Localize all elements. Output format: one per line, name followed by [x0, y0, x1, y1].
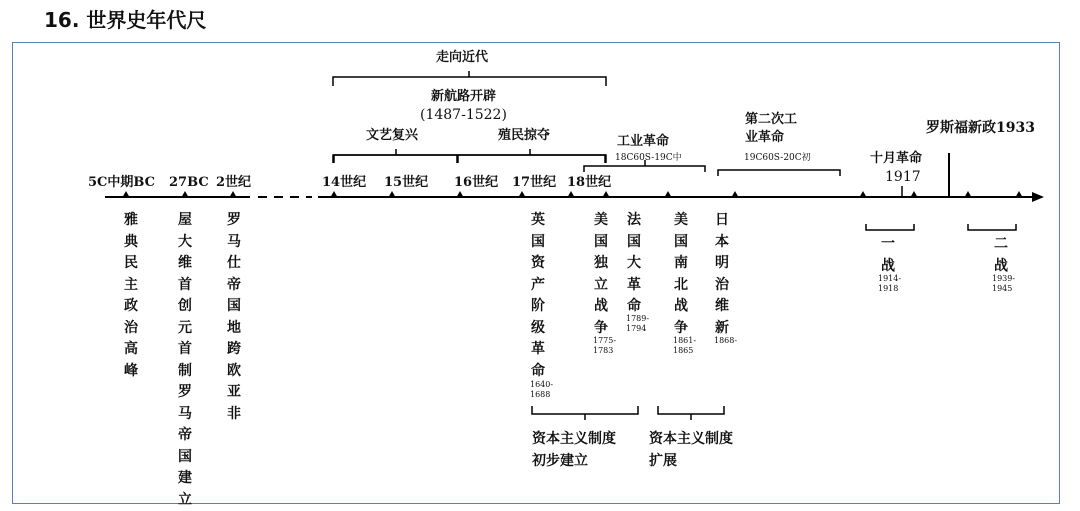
tick-marker [910, 191, 918, 198]
tick-label: 14世纪 [322, 175, 367, 190]
bracket-routes [333, 155, 606, 163]
bracket-cap2 [658, 406, 724, 420]
label-renaissance: 文艺复兴 [366, 128, 419, 143]
caption-line: 初步建立 [532, 453, 588, 469]
tick-marker [664, 191, 672, 198]
bracket-ind-rev2 [718, 170, 840, 176]
label-ind-rev-period: 18C60S-19C中 [615, 153, 682, 163]
label-ind-rev2-period: 19C60S-20C初 [744, 153, 811, 163]
event-ww2-years: 1939- 1945 [992, 274, 1016, 293]
bracket-ww1 [866, 224, 914, 230]
label-ind-rev2-line1: 第二次工 [745, 112, 798, 127]
event-american-civil-war-years: 1861- 1865 [673, 336, 697, 355]
event-english-revolution: 英国资产阶级革命 [531, 212, 545, 379]
tick-label: 2世纪 [216, 175, 252, 190]
bracket-renaissance [334, 149, 457, 163]
event-athens: 雅典民主政治高峰 [124, 212, 138, 379]
event-meiji-restoration-years: 1868- [714, 336, 738, 345]
event-ww2: 二战 [994, 236, 1008, 274]
caption-line: 资本主义制度 [532, 431, 616, 447]
event-english-revolution-years: 1640- 1688 [530, 380, 554, 399]
label-routes-years: (1487-1522) [420, 107, 507, 123]
bracket-colonial [458, 149, 605, 163]
event-french-revolution: 法国大革命 [627, 212, 641, 314]
tick-marker [456, 191, 464, 198]
tick-marker [122, 191, 130, 198]
tick-label: 15世纪 [384, 175, 429, 190]
tick-label: 18世纪 [567, 175, 612, 190]
event-american-independence-years: 1775- 1783 [593, 336, 617, 355]
tick-marker [388, 191, 396, 198]
label-colonial: 殖民掠夺 [498, 128, 551, 143]
tick-marker [567, 191, 575, 198]
tick-marker [859, 191, 867, 198]
label-october: 十月革命 [870, 151, 923, 166]
label-ind-rev: 工业革命 [617, 134, 670, 149]
tick-label: 17世纪 [512, 175, 557, 190]
event-american-civil-war: 美国南北战争 [674, 212, 688, 336]
event-ww1: 一战 [881, 236, 895, 274]
caption-capitalism-established [532, 428, 616, 472]
event-french-revolution-years: 1789- 1794 [626, 314, 650, 333]
tick-marker [1015, 191, 1023, 198]
tick-marker [731, 191, 739, 198]
event-american-independence: 美国独立战争 [594, 212, 608, 336]
bracket-ww2 [968, 224, 1016, 230]
label-new-deal: 罗斯福新政1933 [926, 120, 1035, 136]
tick-label: 16世纪 [454, 175, 499, 190]
label-routes: 新航路开辟 [431, 89, 497, 104]
tick-marker [518, 191, 526, 198]
caption-line: 扩展 [649, 453, 677, 469]
tick-marker [181, 191, 189, 198]
event-roman-empire: 罗马仕帝国地跨欧亚非 [227, 212, 241, 422]
page-title: 16. 世界史年代尺 [44, 8, 207, 32]
tick-marker [602, 191, 610, 198]
label-modern: 走向近代 [436, 50, 489, 65]
tick-label: 27BC [169, 175, 209, 190]
event-meiji-restoration: 日本明治维新 [715, 212, 729, 336]
bracket-modern [333, 71, 606, 86]
caption-line: 资本主义制度 [649, 431, 733, 447]
event-ww1-years: 1914- 1918 [878, 274, 902, 293]
tick-marker [330, 191, 338, 198]
caption-capitalism-expansion [649, 428, 733, 472]
label-ind-rev2-line2: 业革命 [745, 130, 785, 145]
tick-marker [964, 191, 972, 198]
timeline-arrowhead [1032, 192, 1044, 202]
bracket-cap1 [532, 406, 638, 420]
tick-marker [229, 191, 237, 198]
tick-label: 5C中期BC [88, 175, 155, 190]
label-october-year: 1917 [885, 169, 921, 185]
event-augustus: 屋大维首创元首制罗马帝国建立 [178, 212, 192, 508]
